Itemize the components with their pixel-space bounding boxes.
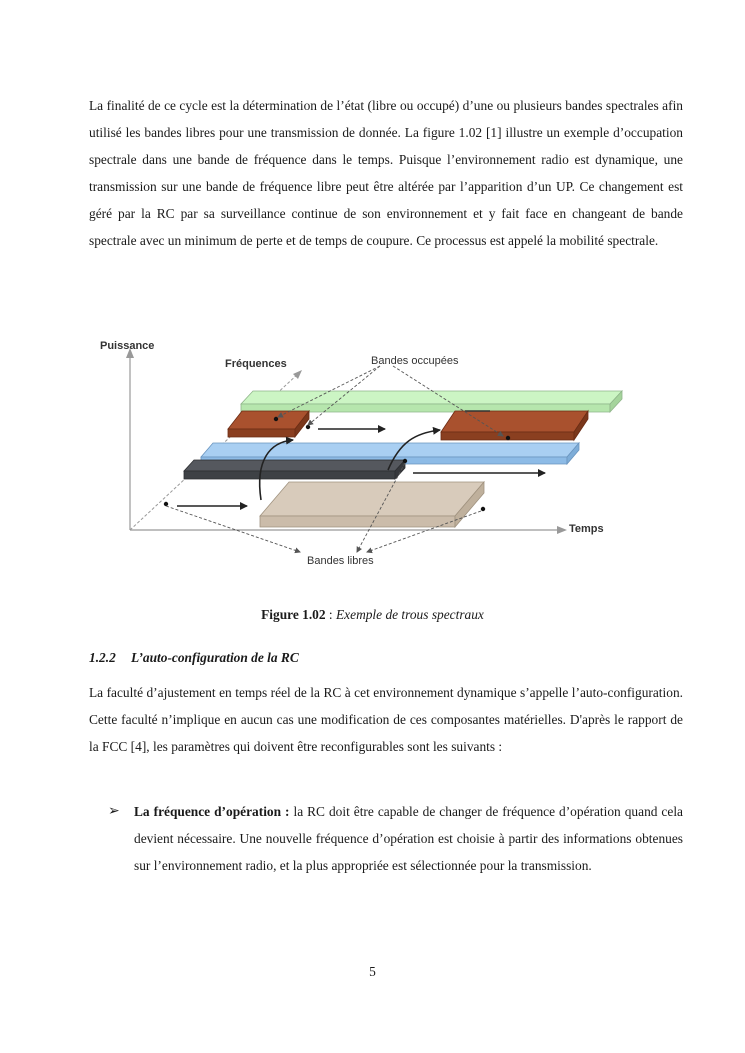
bullet-item bbox=[108, 798, 683, 879]
occupied-block-dark bbox=[184, 460, 405, 479]
bullet-body bbox=[134, 798, 683, 879]
occupied-bands-label: Bandes occupées bbox=[371, 355, 459, 367]
figure-caption bbox=[0, 607, 745, 623]
section-heading bbox=[89, 650, 299, 666]
section-number: 1.2.2 bbox=[89, 650, 116, 665]
caption-text: Exemple de trous spectraux bbox=[336, 607, 484, 622]
intro-paragraph: La finalité de ce cycle est la détermination de l’état (libre ou occupé) d’une ou plusieurs bandes spectrales afin utilisé les bandes libres pour une transmission de donnée. La figure 1.02 [1] illustre un exemple d’occupation spectrale dans une bande de fréquence dans le temps. Puisque l’environnement radio est dynamique, une transmission sur une bande de fréquence libre peut être altérée par l’apparition d’un UP. Ce changement est géré par la RC par sa surveillance continue de son environnement et y fait face en changeant de bande spectrale avec un minimum de perte et de temps de coupure. Ce processus est appelé la mobilité spectrale. bbox=[89, 98, 683, 248]
bullet-term: La fréquence d’opération : bbox=[134, 804, 290, 819]
free-block-beige bbox=[260, 482, 484, 527]
page-number: 5 bbox=[369, 964, 376, 979]
spectrum-diagram bbox=[95, 330, 635, 580]
occupied-block-right bbox=[441, 411, 588, 440]
bullet-description: la RC doit être capable de changer de fréquence d’opération quand cela devient nécessaire. Une nouvelle fréquence d’opération est choisie à partir des informations obtenues sur l’environnement radio, et la plus appropriée est sélectionnée pour la transmission. bbox=[134, 804, 683, 873]
occupied-block-left bbox=[228, 411, 309, 437]
autoconfig-paragraph: La faculté d’ajustement en temps réel de la RC à cet environnement dynamique s’appelle l’auto-configuration. Cette faculté n’implique en aucun cas une modification de ces composantes matérielles. D'après le rapport de la FCC [4], les paramètres qui doivent être reconfigurables sont les suivants : bbox=[89, 685, 683, 754]
section-title: L’auto-configuration de la RC bbox=[131, 650, 299, 665]
axis-power-label: Puissance bbox=[100, 340, 155, 352]
caption-label: Figure 1.02 bbox=[261, 607, 326, 622]
caption-separator: : bbox=[325, 607, 336, 622]
arrow-bullet-icon: ➢ bbox=[108, 804, 120, 819]
spectrum-figure bbox=[95, 330, 635, 580]
axis-frequency-label: Fréquences bbox=[225, 358, 287, 370]
free-bands-label: Bandes libres bbox=[307, 555, 374, 567]
axis-time-label: Temps bbox=[569, 523, 604, 535]
